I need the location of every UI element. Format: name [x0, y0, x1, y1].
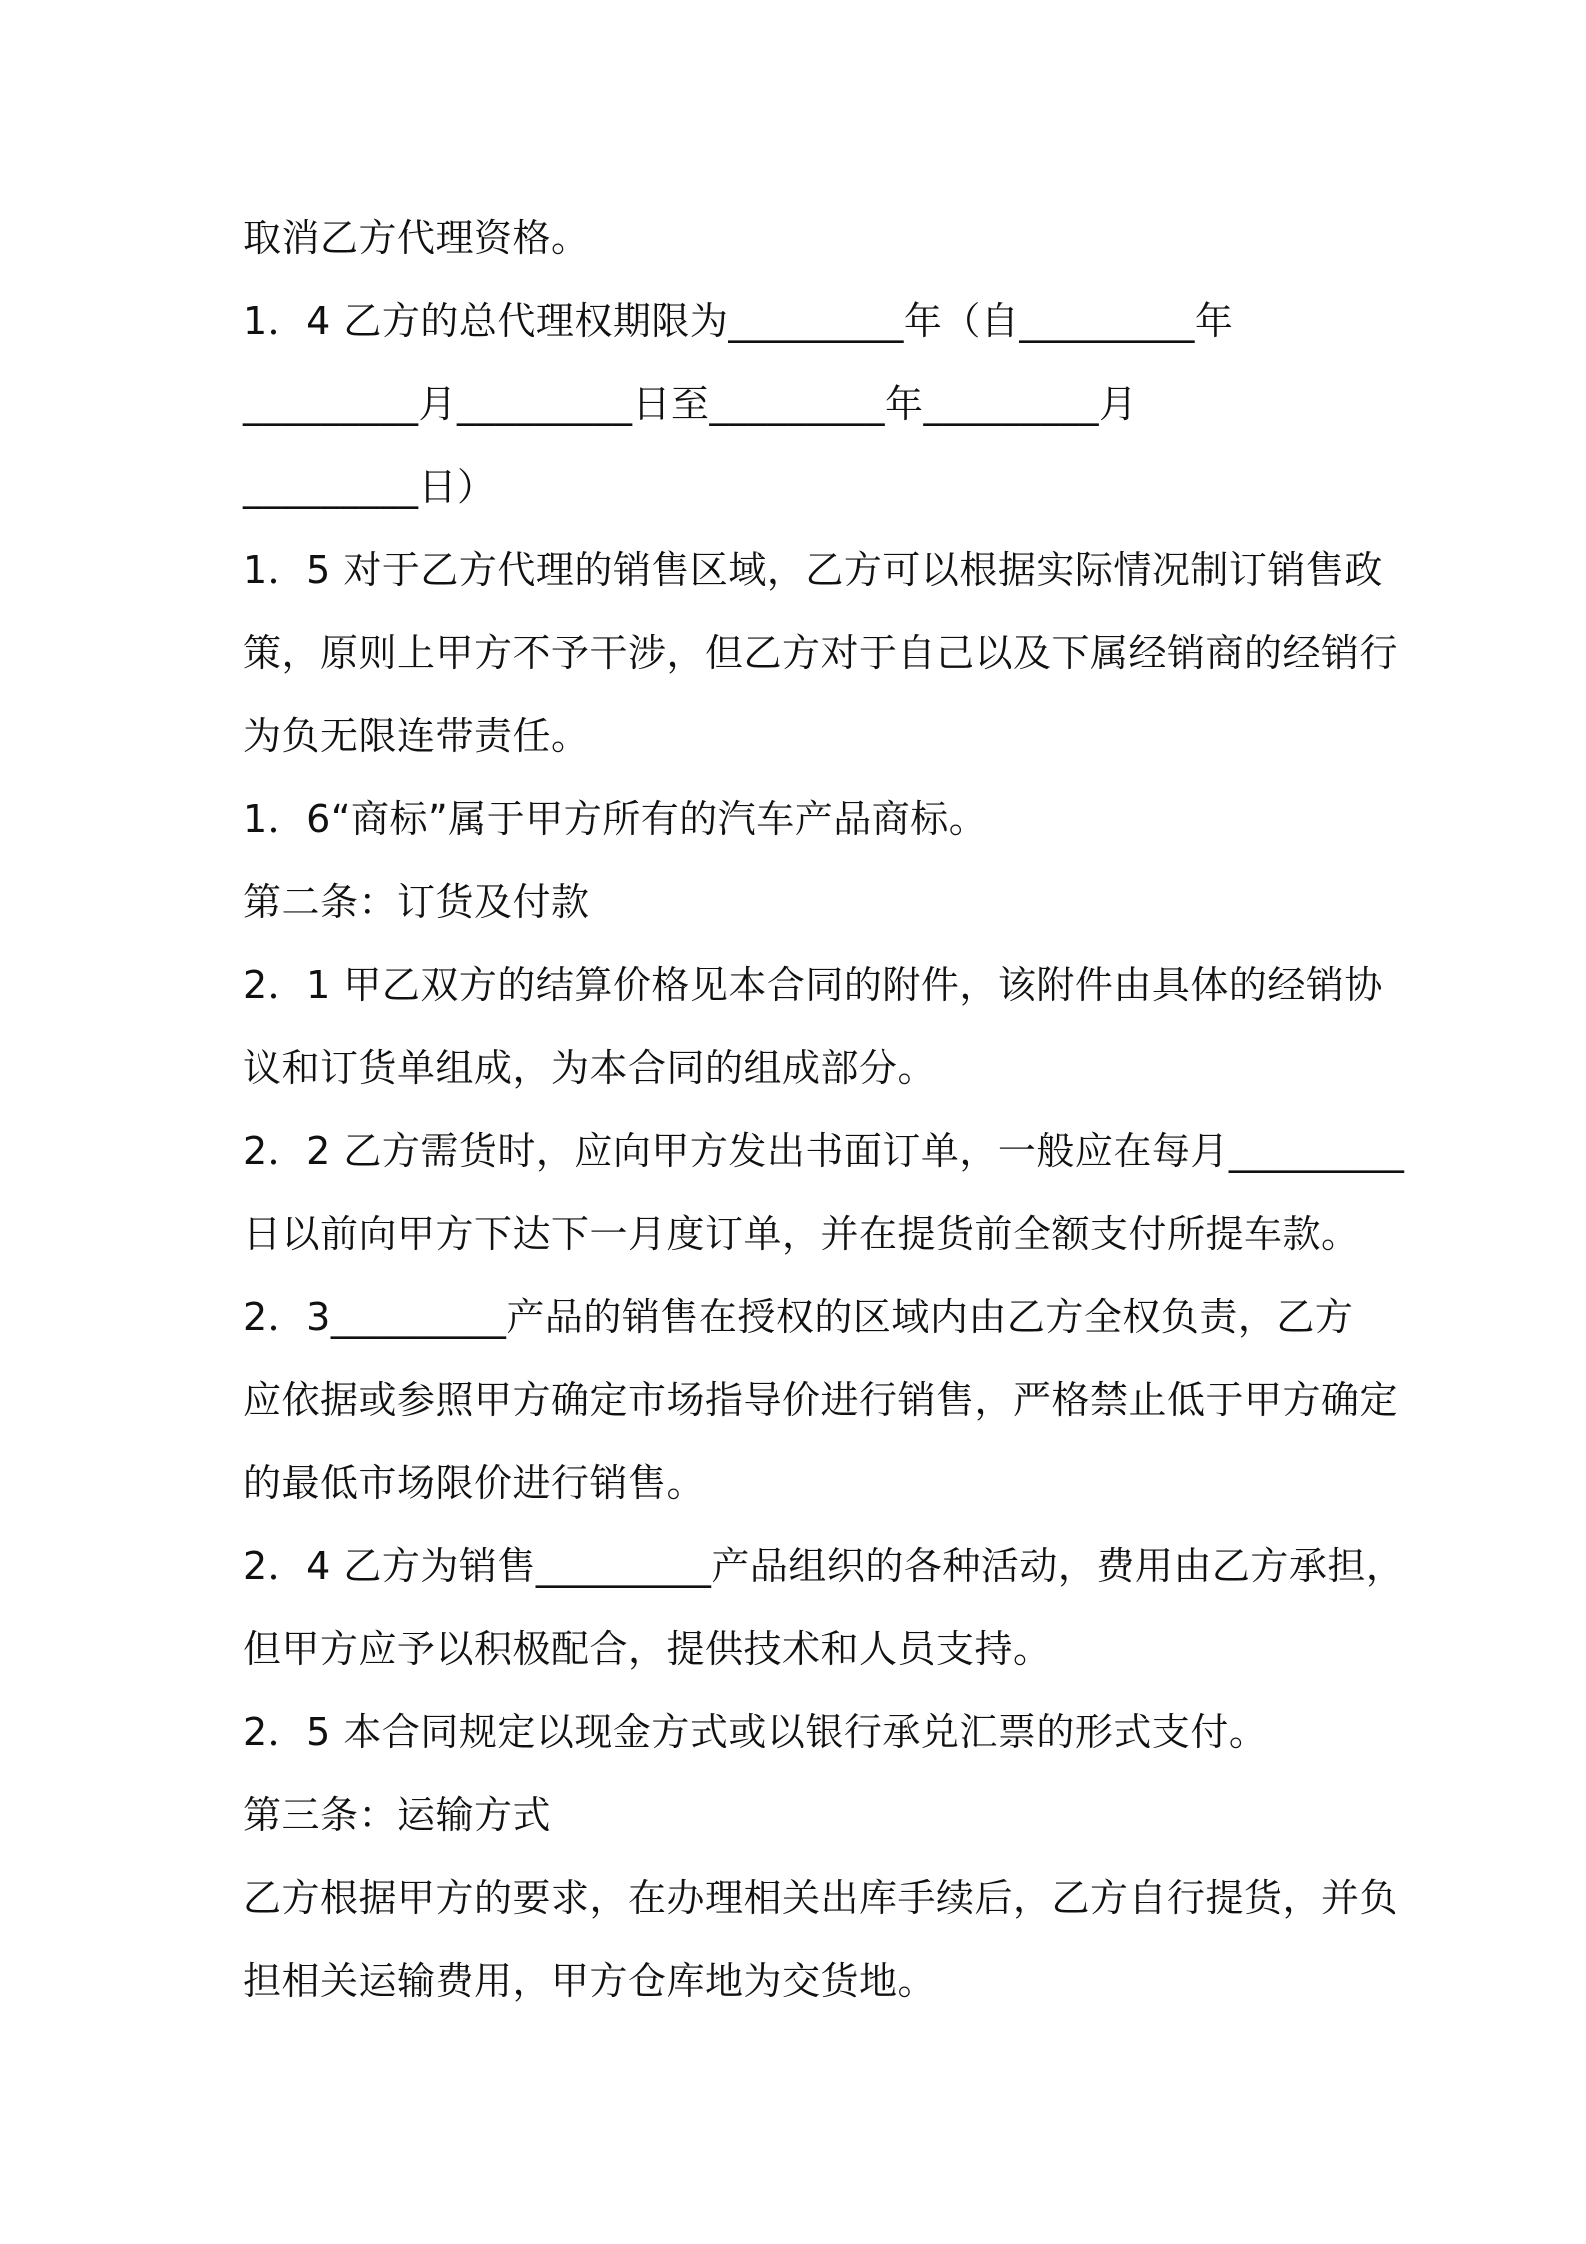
text-line: 2．2 乙方需货时，应向甲方发出书面订单，一般应在每月_________ [243, 1129, 1405, 1173]
section-heading: 第二条：订货及付款 [243, 880, 590, 924]
text-line: 乙方根据甲方的要求，在办理相关出库手续后，乙方自行提货，并负 [243, 1876, 1399, 1920]
text-line: 取消乙方代理资格。 [243, 216, 590, 260]
text-line: 日以前向甲方下达下一月度订单，并在提货前全额支付所提车款。 [243, 1212, 1360, 1256]
text-line: 应依据或参照甲方确定市场指导价进行销售，严格禁止低于甲方确定 [243, 1378, 1399, 1422]
section-heading: 第三条：运输方式 [243, 1793, 552, 1837]
text-line: 1．5 对于乙方代理的销售区域，乙方可以根据实际情况制订销售政 [243, 548, 1383, 592]
text-line: _________月_________日至_________年_________月 [243, 382, 1138, 426]
text-line: 议和订货单组成，为本合同的组成部分。 [243, 1046, 937, 1090]
text-line: 的最低市场限价进行销售。 [243, 1461, 706, 1505]
contract-body [243, 197, 1405, 2023]
text-line: 担相关运输费用，甲方仓库地为交货地。 [243, 1959, 937, 2003]
text-line: 策，原则上甲方不予干涉，但乙方对于自己以及下属经销商的经销行 [243, 631, 1399, 675]
text-line: _________日） [243, 465, 496, 509]
text-line: 2．1 甲乙双方的结算价格见本合同的附件，该附件由具体的经销协 [243, 963, 1383, 1007]
text-line: 1．6“商标”属于甲方所有的汽车产品商标。 [243, 797, 988, 841]
text-line: 2．4 乙方为销售_________产品组织的各种活动，费用由乙方承担， [243, 1544, 1405, 1588]
text-line: 但甲方应予以积极配合，提供技术和人员支持。 [243, 1627, 1052, 1671]
text-line: 1．4 乙方的总代理权期限为_________年（自_________年 [243, 299, 1234, 343]
text-line: 2．5 本合同规定以现金方式或以银行承兑汇票的形式支付。 [243, 1710, 1268, 1754]
text-line: 2．3_________产品的销售在授权的区域内由乙方全权负责，乙方 [243, 1295, 1354, 1339]
text-line: 为负无限连带责任。 [243, 714, 590, 758]
